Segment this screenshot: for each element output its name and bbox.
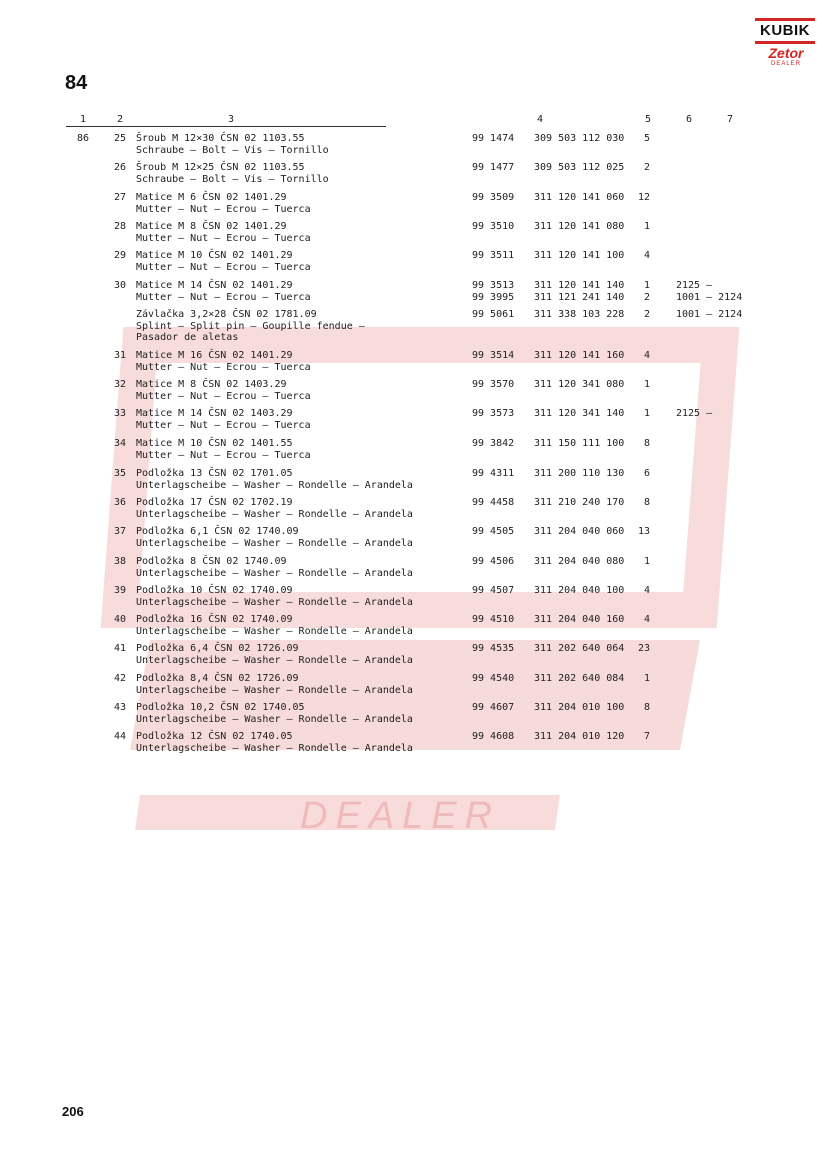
group-number: 86 bbox=[77, 133, 90, 144]
part-number: 311 204 040 100 bbox=[534, 585, 625, 596]
quantity: 8 bbox=[643, 438, 650, 449]
reference-number: 99 4608 bbox=[472, 731, 515, 742]
part-number: 311 120 141 080 bbox=[534, 221, 625, 232]
column-header-6: 6 bbox=[686, 114, 693, 125]
position-number: 37 bbox=[113, 526, 126, 537]
position-number: 30 bbox=[113, 280, 126, 291]
quantity: 4 bbox=[643, 250, 650, 261]
position-number: 29 bbox=[113, 250, 126, 261]
part-description-line: Mutter — Nut — Ecrou — Tuerca bbox=[136, 203, 311, 215]
reference-number: 99 4505 bbox=[472, 526, 515, 537]
quantity: 2 bbox=[643, 309, 650, 320]
part-description-line: Mutter — Nut — Ecrou — Tuerca bbox=[136, 390, 311, 402]
part-description-line: Matice M 8 ČSN 02 1401.29 bbox=[136, 221, 287, 232]
position-number: 27 bbox=[113, 192, 126, 203]
reference-number: 99 3510 bbox=[472, 221, 515, 232]
reference-number: 99 3995 bbox=[472, 291, 515, 303]
part-number: 311 120 141 100 bbox=[534, 250, 625, 261]
part-description-line: Šroub M 12×25 ČSN 02 1103.55 bbox=[136, 162, 305, 173]
position-number: 40 bbox=[113, 614, 126, 625]
watermark-text: DEALER bbox=[300, 795, 501, 837]
quantity: 1 bbox=[643, 379, 650, 390]
quantity: 13 bbox=[637, 526, 650, 537]
part-number: 311 120 141 160 bbox=[534, 350, 625, 361]
reference-number: 99 3514 bbox=[472, 350, 515, 361]
quantity: 8 bbox=[643, 702, 650, 713]
quantity: 5 bbox=[643, 133, 650, 144]
part-description-line: Unterlagscheibe — Washer — Rondelle — Arandela bbox=[136, 508, 413, 520]
part-description-line: Podložka 16 ČSN 02 1740.09 bbox=[136, 614, 293, 625]
position-number: 26 bbox=[113, 162, 126, 173]
part-description-line: Matice M 8 ČSN 02 1403.29 bbox=[136, 379, 287, 390]
part-description-line: Mutter — Nut — Ecrou — Tuerca bbox=[136, 291, 311, 303]
reference-number: 99 3511 bbox=[472, 250, 515, 261]
part-description-line: Matice M 10 ČSN 02 1401.55 bbox=[136, 438, 293, 449]
part-description-line: Pasador de aletas bbox=[136, 332, 239, 343]
column-header-5: 5 bbox=[645, 114, 652, 125]
part-number: 309 503 112 030 bbox=[534, 133, 625, 144]
part-description-line: Podložka 12 ČSN 02 1740.05 bbox=[136, 731, 293, 742]
part-number: 311 204 040 160 bbox=[534, 614, 625, 625]
reference-number: 99 4607 bbox=[472, 702, 515, 713]
part-description-line: Unterlagscheibe — Washer — Rondelle — Arandela bbox=[136, 713, 413, 725]
position-number: 38 bbox=[113, 556, 126, 567]
part-description-line: Unterlagscheibe — Washer — Rondelle — Arandela bbox=[136, 625, 413, 637]
reference-number: 99 5061 bbox=[472, 309, 515, 320]
part-description-line: Matice M 6 ČSN 02 1401.29 bbox=[136, 192, 287, 203]
position-number: 41 bbox=[113, 643, 126, 654]
position-number: 32 bbox=[113, 379, 126, 390]
part-description-line: Podložka 13 ČSN 02 1701.05 bbox=[136, 468, 293, 479]
part-description-line: Unterlagscheibe — Washer — Rondelle — Arandela bbox=[136, 684, 413, 696]
column-header-1: 1 bbox=[80, 114, 87, 125]
quantity: 8 bbox=[643, 497, 650, 508]
part-description-line: Podložka 17 ČSN 02 1702.19 bbox=[136, 497, 293, 508]
part-number: 311 120 141 140 bbox=[534, 280, 625, 291]
column-header-4: 4 bbox=[537, 114, 544, 125]
part-description-line: Mutter — Nut — Ecrou — Tuerca bbox=[136, 361, 311, 373]
part-description-line: Závlačka 3,2×28 ČSN 02 1781.09 bbox=[136, 309, 317, 320]
part-description-line: Matice M 10 ČSN 02 1401.29 bbox=[136, 250, 293, 261]
quantity: 1 bbox=[643, 673, 650, 684]
part-description-line: Schraube — Bolt — Vis — Tornillo bbox=[136, 144, 329, 156]
part-number: 311 204 010 100 bbox=[534, 702, 625, 713]
quantity: 1 bbox=[643, 408, 650, 419]
part-description-line: Unterlagscheibe — Washer — Rondelle — Arandela bbox=[136, 654, 413, 666]
reference-number: 99 1474 bbox=[472, 133, 515, 144]
part-number: 311 210 240 170 bbox=[534, 497, 625, 508]
quantity: 12 bbox=[637, 192, 650, 203]
quantity: 1 bbox=[643, 556, 650, 567]
quantity: 2 bbox=[643, 291, 650, 303]
part-number: 311 200 110 130 bbox=[534, 468, 625, 479]
part-description-line: Podložka 6,1 ČSN 02 1740.09 bbox=[136, 526, 299, 537]
serial-range-note: 2125 — bbox=[676, 280, 713, 291]
header-rule bbox=[66, 126, 386, 127]
position-number: 25 bbox=[113, 133, 126, 144]
part-description-line: Šroub M 12×30 ČSN 02 1103.55 bbox=[136, 133, 305, 144]
quantity: 7 bbox=[643, 731, 650, 742]
column-header-3: 3 bbox=[228, 114, 235, 125]
part-number: 311 120 341 140 bbox=[534, 408, 625, 419]
part-number: 311 202 640 064 bbox=[534, 643, 625, 654]
part-number: 311 204 040 060 bbox=[534, 526, 625, 537]
reference-number: 99 4506 bbox=[472, 556, 515, 567]
position-number: 35 bbox=[113, 468, 126, 479]
part-number: 311 204 010 120 bbox=[534, 731, 625, 742]
footer-page-number: 206 bbox=[62, 1104, 84, 1119]
position-number: 39 bbox=[113, 585, 126, 596]
position-number: 28 bbox=[113, 221, 126, 232]
column-header-7: 7 bbox=[727, 114, 734, 125]
part-description-line: Podložka 10,2 ČSN 02 1740.05 bbox=[136, 702, 305, 713]
part-number: 311 120 141 060 bbox=[534, 192, 625, 203]
part-description-line: Unterlagscheibe — Washer — Rondelle — Arandela bbox=[136, 596, 413, 608]
reference-number: 99 4510 bbox=[472, 614, 515, 625]
part-description-line: Unterlagscheibe — Washer — Rondelle — Arandela bbox=[136, 742, 413, 754]
position-number: 43 bbox=[113, 702, 126, 713]
serial-range-note: 2125 — bbox=[676, 408, 713, 419]
reference-number: 99 3842 bbox=[472, 438, 515, 449]
part-description-line: Mutter — Nut — Ecrou — Tuerca bbox=[136, 449, 311, 461]
part-description-line: Podložka 6,4 ČSN 02 1726.09 bbox=[136, 643, 299, 654]
quantity: 1 bbox=[643, 280, 650, 291]
part-description-line: Podložka 8 ČSN 02 1740.09 bbox=[136, 556, 287, 567]
logo-sub-brand: Zetor bbox=[768, 45, 804, 61]
position-number: 44 bbox=[113, 731, 126, 742]
part-description-line: Matice M 14 ČSN 02 1401.29 bbox=[136, 280, 293, 291]
quantity: 4 bbox=[643, 614, 650, 625]
part-description-line: Matice M 14 ČSN 02 1403.29 bbox=[136, 408, 293, 419]
part-number: 311 202 640 084 bbox=[534, 673, 625, 684]
part-description-line: Mutter — Nut — Ecrou — Tuerca bbox=[136, 261, 311, 273]
part-description-line: Unterlagscheibe — Washer — Rondelle — Arandela bbox=[136, 567, 413, 579]
position-number: 36 bbox=[113, 497, 126, 508]
part-description-line: Mutter — Nut — Ecrou — Tuerca bbox=[136, 419, 311, 431]
page-number: 84 bbox=[65, 72, 88, 94]
logo-tag: DEALER bbox=[770, 61, 801, 67]
position-number: 31 bbox=[113, 350, 126, 361]
column-header-2: 2 bbox=[117, 114, 124, 125]
quantity: 23 bbox=[637, 643, 650, 654]
quantity: 6 bbox=[643, 468, 650, 479]
part-description-line: Splint — Split pin — Goupille fendue — bbox=[136, 320, 365, 332]
reference-number: 99 4540 bbox=[472, 673, 515, 684]
reference-number: 99 4458 bbox=[472, 497, 515, 508]
part-description-line: Matice M 16 ČSN 02 1401.29 bbox=[136, 350, 293, 361]
position-number: 42 bbox=[113, 673, 126, 684]
position-number: 34 bbox=[113, 438, 126, 449]
reference-number: 99 1477 bbox=[472, 162, 515, 173]
quantity: 4 bbox=[643, 585, 650, 596]
part-description-line: Schraube — Bolt — Vis — Tornillo bbox=[136, 173, 329, 185]
reference-number: 99 3513 bbox=[472, 280, 515, 291]
part-description-line: Podložka 10 ČSN 02 1740.09 bbox=[136, 585, 293, 596]
quantity: 4 bbox=[643, 350, 650, 361]
part-description-line: Unterlagscheibe — Washer — Rondelle — Arandela bbox=[136, 537, 413, 549]
part-description-line: Podložka 8,4 ČSN 02 1726.09 bbox=[136, 673, 299, 684]
reference-number: 99 3509 bbox=[472, 192, 515, 203]
reference-number: 99 4507 bbox=[472, 585, 515, 596]
part-description-line: Unterlagscheibe — Washer — Rondelle — Arandela bbox=[136, 479, 413, 491]
kubik-zetor-logo bbox=[755, 14, 815, 68]
part-description-line: Mutter — Nut — Ecrou — Tuerca bbox=[136, 232, 311, 244]
logo-brand: KUBIK bbox=[755, 18, 815, 44]
part-number: 311 150 111 100 bbox=[534, 438, 625, 449]
reference-number: 99 3570 bbox=[472, 379, 515, 390]
reference-number: 99 3573 bbox=[472, 408, 515, 419]
reference-number: 99 4311 bbox=[472, 468, 515, 479]
part-number: 311 204 040 080 bbox=[534, 556, 625, 567]
part-number: 311 338 103 228 bbox=[534, 309, 625, 320]
quantity: 1 bbox=[643, 221, 650, 232]
quantity: 2 bbox=[643, 162, 650, 173]
part-number: 311 120 341 080 bbox=[534, 379, 625, 390]
reference-number: 99 4535 bbox=[472, 643, 515, 654]
serial-range-note: 1001 — 2124 bbox=[676, 309, 743, 320]
position-number: 33 bbox=[113, 408, 126, 419]
part-number: 311 121 241 140 bbox=[534, 291, 625, 303]
serial-range-note: 1001 — 2124 bbox=[676, 291, 743, 303]
part-number: 309 503 112 025 bbox=[534, 162, 625, 173]
